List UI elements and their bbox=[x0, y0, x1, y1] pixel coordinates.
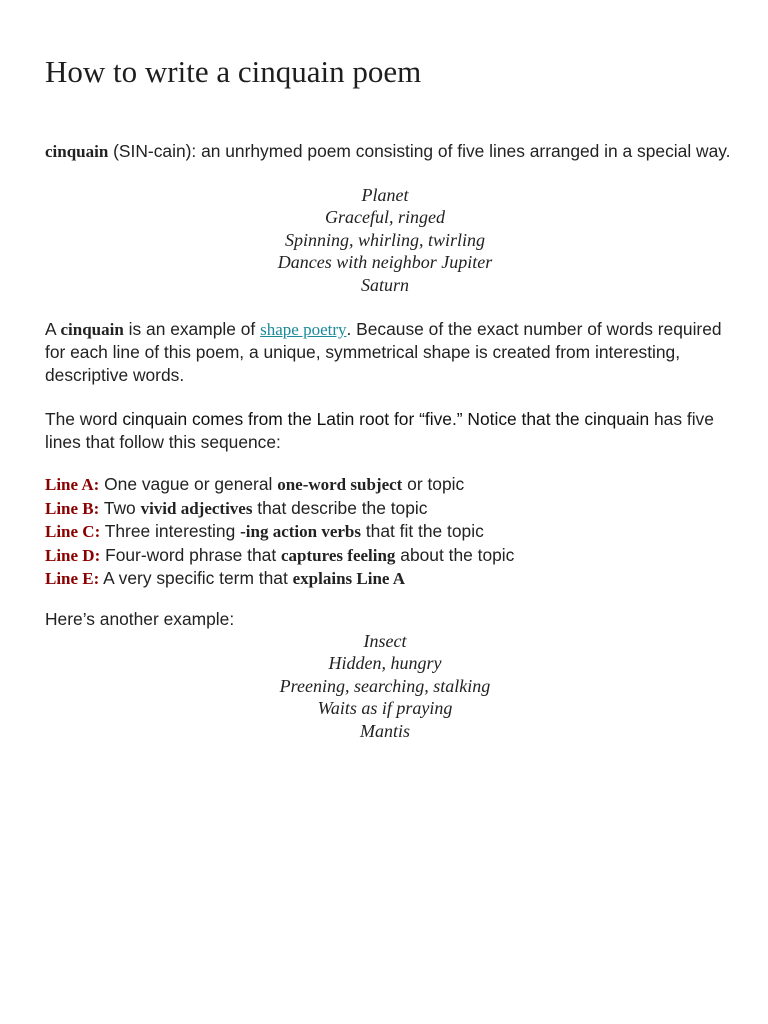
poem2-line-5: Mantis bbox=[359, 720, 410, 741]
poem2-line-3: Preening, searching, stalking bbox=[279, 675, 491, 696]
page-title: How to write a cinquain poem bbox=[45, 54, 422, 89]
line-item-a bbox=[45, 473, 735, 497]
poem2-line-2: Hidden, hungry bbox=[328, 653, 442, 674]
line-text: that fit the topic bbox=[361, 521, 484, 542]
shape-poetry-paragraph bbox=[45, 318, 735, 387]
shape-poetry-link[interactable]: shape poetry bbox=[260, 320, 347, 339]
line-label: Line E: bbox=[45, 569, 100, 589]
line-bold: captures feeling bbox=[281, 545, 396, 565]
poem1-line-5: Saturn bbox=[360, 274, 409, 295]
para2-text-b: is an example of bbox=[123, 319, 261, 339]
poem-example-1 bbox=[45, 184, 725, 296]
line-text: or topic bbox=[402, 474, 465, 494]
line-bold: one-word subject bbox=[277, 475, 403, 494]
line-label: Line C: bbox=[45, 522, 101, 542]
poem-example-2 bbox=[45, 630, 725, 742]
line-bold: vivid adjectives bbox=[140, 498, 253, 518]
para2-text-a: A bbox=[45, 319, 61, 339]
line-text: Two bbox=[99, 497, 141, 518]
line-label: Line D: bbox=[45, 545, 101, 565]
line-bold: explains Line A bbox=[292, 569, 406, 589]
para3-text-a: The wor bbox=[45, 409, 108, 429]
line-text: Three interesting bbox=[100, 521, 241, 542]
para2-term: cinquain bbox=[60, 320, 124, 339]
line-text: Four-word phrase that bbox=[100, 544, 282, 565]
origin-paragraph bbox=[45, 408, 735, 454]
line-bold: -ing action verbs bbox=[240, 522, 361, 542]
line-item-e bbox=[45, 567, 735, 591]
line-text: that describe the topic bbox=[252, 497, 428, 518]
para3-text-c: has five lines that follow this sequence: bbox=[45, 409, 714, 452]
para3-text-b: d cinquain comes from the Latin root for “five.” Notice that the cinquain bbox=[107, 409, 650, 429]
poem1-line-3: Spinning, whirling, twirling bbox=[284, 229, 486, 250]
line-item-b bbox=[45, 497, 735, 521]
line-text: One vague or general bbox=[99, 474, 278, 494]
definition-text: (SIN-cain): an unrhymed poem consisting of five lines arranged in a special way. bbox=[108, 141, 731, 161]
poem2-line-1: Insect bbox=[363, 631, 407, 651]
line-item-c bbox=[45, 520, 735, 544]
poem2-line-4: Waits as if praying bbox=[317, 698, 453, 719]
line-text: A very specific term that bbox=[99, 568, 293, 589]
definition-paragraph bbox=[45, 140, 735, 163]
line-label: Line A: bbox=[45, 475, 100, 494]
para2-text-c: . Because of the exact number of words required for each line of this poem, a unique, symmetrical shape is created from interesting, descriptive words. bbox=[45, 319, 722, 385]
line-sequence-list bbox=[45, 473, 735, 591]
line-text: about the topic bbox=[395, 544, 515, 565]
line-item-d bbox=[45, 544, 735, 568]
poem1-line-1: Planet bbox=[361, 185, 409, 205]
poem1-line-4: Dances with neighbor Jupiter bbox=[277, 252, 493, 273]
line-label: Line B: bbox=[45, 498, 100, 518]
poem1-line-2: Graceful, ringed bbox=[325, 207, 445, 228]
definition-term: cinquain bbox=[45, 142, 109, 161]
another-example-label: Here’s another example: bbox=[45, 609, 235, 629]
